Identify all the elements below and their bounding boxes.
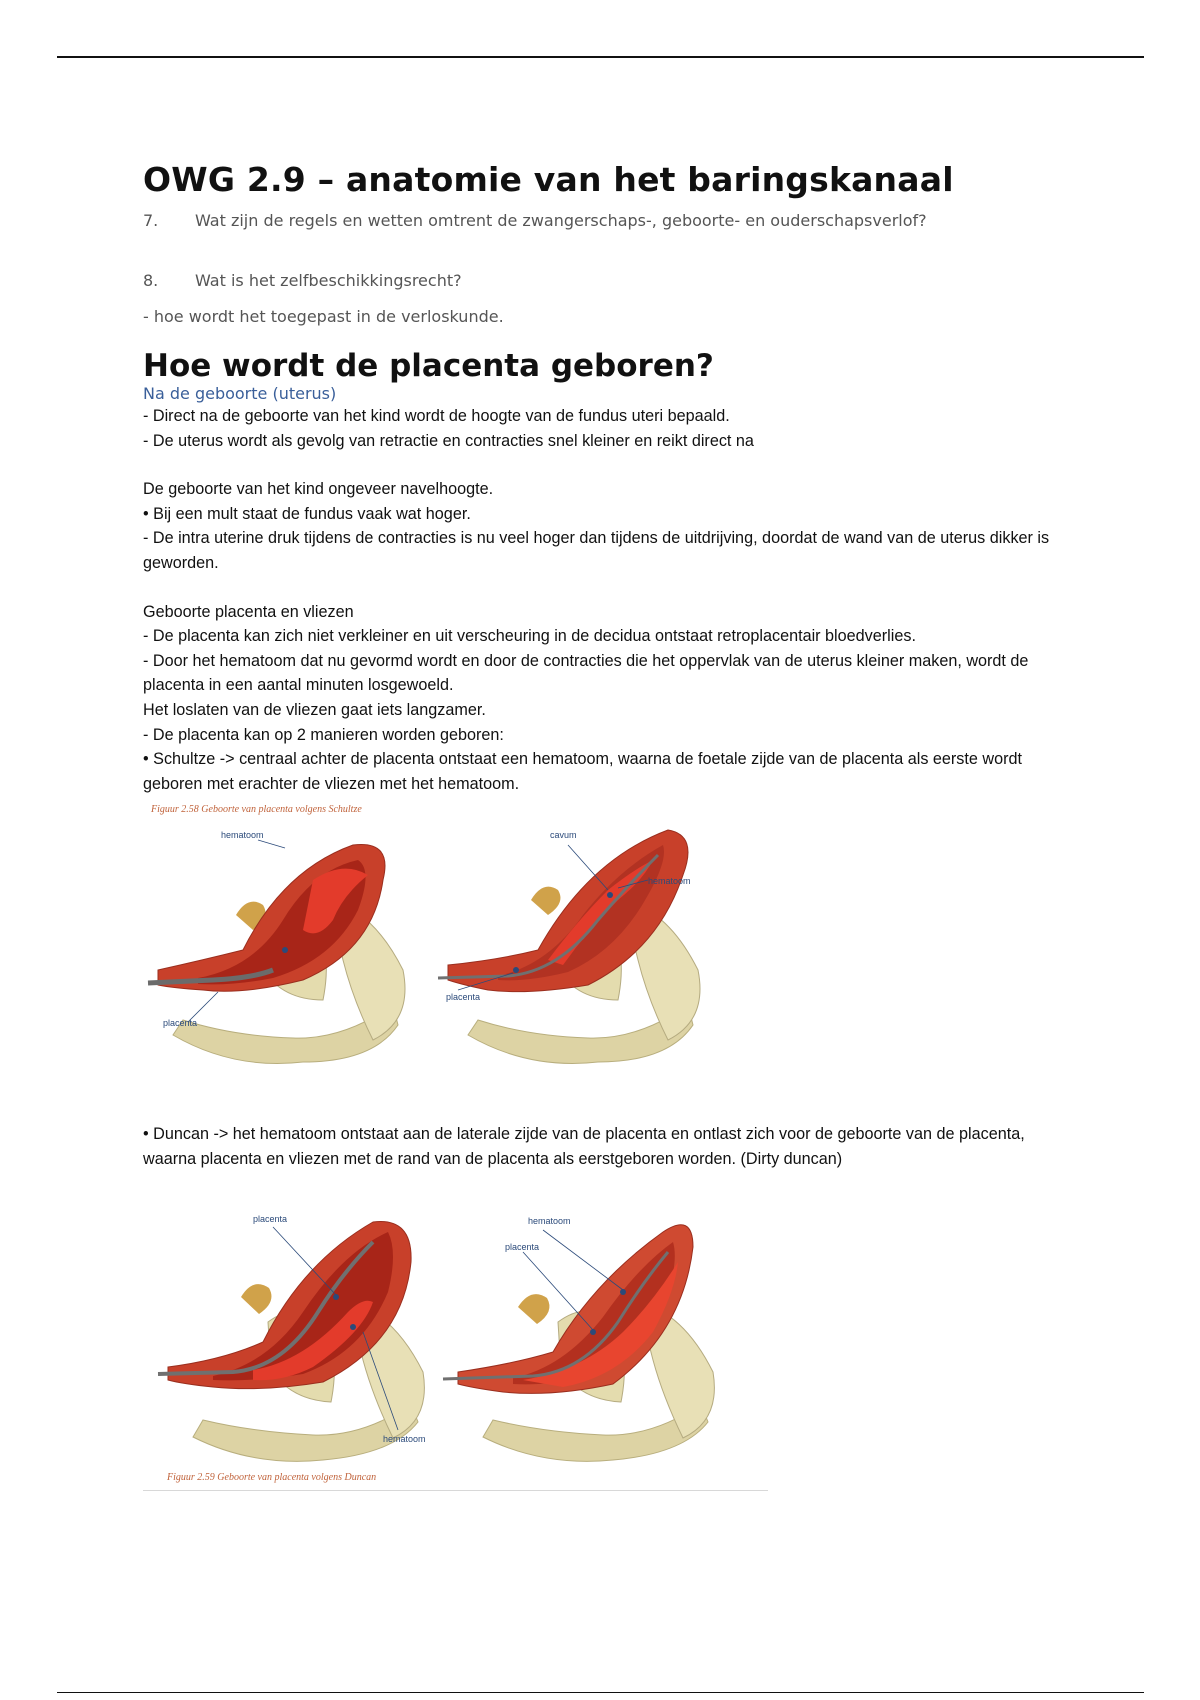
text-line: - Direct na de geboorte van het kind wordt de hoogte van de fundus uteri bepaald. [143,407,730,425]
label-cavum: cavum [550,830,577,841]
label-hematoom: hematoom [528,1215,571,1226]
section-subheading: Na de geboorte (uterus) [143,384,337,403]
label-hematoom: hematoom [221,830,264,841]
page-title: OWG 2.9 – anatomie van het baringskanaal [143,160,954,199]
paragraph-block-1 [143,404,1073,453]
text-line: De geboorte van het kind ongeveer navelhoogte. [143,480,494,499]
text-line: - De uterus wordt als gevolg van retractie en contracties snel kleiner en reikt direct na [143,431,754,450]
figure-schultze [143,800,768,1090]
text-line: Geboorte placenta en vliezen [143,602,354,621]
question-number: 8. [143,271,159,290]
document-body [143,160,1073,1492]
label-placenta: placenta [446,992,481,1003]
text-line: - De placenta kan zich niet verkleiner en uit verscheuring in de decidua ontstaat retroplacentair bloedverlies. [143,627,916,646]
uterus-illustration-a [148,830,405,1063]
text-line: - Door het hematoom dat nu gevormd wordt en door de contracties die het oppervlak van de uterus kleiner maken, wordt de placenta in een aantal minuten losgewoeld. [143,651,1029,695]
question-8 [143,270,1073,292]
section-heading: Hoe wordt de placenta geboren? [143,348,714,384]
figure-caption: Figuur 2.59 Geboorte van placenta volgens Duncan [167,1471,377,1483]
text-line: - De intra uterine druk tijdens de contracties is nu veel hoger dan tijdens de uitdrijving, doordat de wand van de uterus dikker is geworden. [143,529,1050,572]
question-7 [143,210,1073,232]
text-line: • Schultze -> centraal achter de placenta ontstaat een hematoom, waarna de foetale zijde van de placenta als eerste wordt geboren met erachter de vliezen met het hematoom. [143,750,1022,793]
paragraph-block-2 [143,477,1073,575]
question-number: 7. [143,211,159,230]
header-rule [57,56,1144,58]
paragraph-duncan: • Duncan -> het hematoom ontstaat aan de laterale zijde van de placenta en ontlast zich voor de geboorte van de placenta, waarna placenta en vliezen met de rand van de placenta als eerstgeboren worden. (Dirty duncan) [143,1125,1025,1168]
label-hematoom: hematoom [383,1433,426,1444]
text-line: Het loslaten van de vliezen gaat iets langzamer. [143,700,486,719]
uterus-illustration-b [438,830,700,1063]
figure-caption: Figuur 2.58 Geboorte van placenta volgens Schultze [151,804,362,816]
footer-rule [57,1692,1144,1693]
question-text: Wat is het zelfbeschikkingsrecht? [195,271,462,290]
figure-duncan [143,1192,768,1492]
uterus-illustration-b [443,1216,714,1461]
figure-bottom-border [143,1490,768,1491]
schultze-illustration [143,800,768,1090]
duncan-illustration [143,1192,768,1492]
paragraph-block-3 [143,600,1073,797]
label-placenta: placenta [505,1241,540,1252]
question-text: Wat zijn de regels en wetten omtrent de zwangerschaps-, geboorte- en ouderschapsverlof? [195,211,927,230]
label-placenta: placenta [253,1213,288,1224]
label-placenta: placenta [163,1018,198,1029]
text-line: • Bij een mult staat de fundus vaak wat hoger. [143,504,471,523]
label-hematoom: hematoom [648,876,691,887]
question-note: - hoe wordt het toegepast in de verloskunde. [143,307,504,326]
text-line: - De placenta kan op 2 manieren worden geboren: [143,725,504,744]
uterus-illustration-a [158,1214,426,1461]
